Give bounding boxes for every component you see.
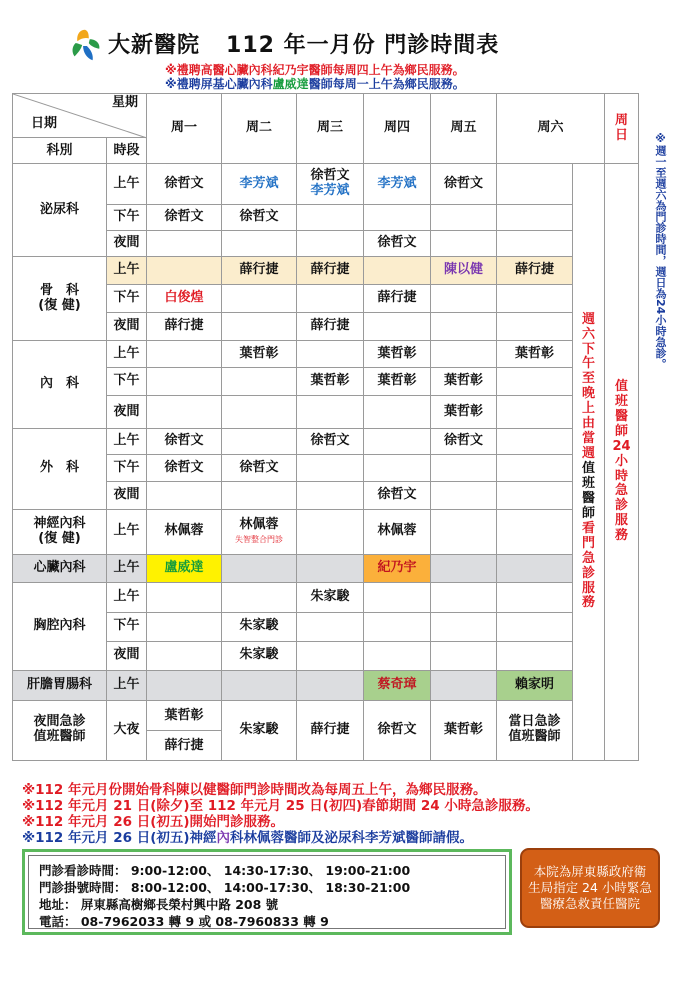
table-header-row bbox=[13, 94, 639, 164]
footer-note-4: ※112 年元月 26 日(初五)神經內科林佩蓉醫師及泌尿科李芳斌醫師請假。 bbox=[22, 830, 474, 846]
table-row: 泌尿科 上午 徐哲文 李芳斌 徐哲文 李芳斌 李芳斌 徐哲文 週 六 下 午 至 晚 上 由 當 週 值 班 醫 師 看 門 急 診 服 務 值 班 醫 師 24 小 時 急 診 服 務 bbox=[13, 164, 639, 205]
saturday-note bbox=[573, 164, 605, 761]
sunday-note-char: 班 bbox=[615, 393, 629, 409]
table-row: 胸腔內科 上午 朱家駿 bbox=[13, 582, 639, 612]
day-wed: 周三 bbox=[297, 94, 364, 164]
saturday-note-char: 診 bbox=[582, 565, 596, 581]
notice-doctor-name: 盧威達 bbox=[272, 77, 309, 91]
table-row: 夜間 朱家駿 bbox=[13, 641, 639, 670]
address: 地址： 屏東縣高樹鄉長榮村興中路 208 號 bbox=[39, 897, 279, 912]
day-sat: 周六 bbox=[497, 94, 605, 164]
saturday-note-char: 急 bbox=[582, 550, 596, 566]
day-fri: 周五 bbox=[431, 94, 497, 164]
dept-chest: 胸腔內科 bbox=[13, 582, 107, 670]
slot-label: 時段 bbox=[113, 143, 140, 159]
weekday-label: 星期 bbox=[111, 95, 138, 110]
saturday-note-char: 務 bbox=[582, 595, 596, 611]
footer-note-3: ※112 年元月 26 日(初五)開始門診服務。 bbox=[22, 814, 285, 830]
saturday-note-char: 午 bbox=[582, 356, 596, 372]
dept-surgery: 外 科 bbox=[13, 429, 107, 509]
notice-blue: ※禮聘屏基心臟內科盧威達醫師每周一上午為鄉民服務。 bbox=[165, 77, 465, 91]
phone: 電話： 08-7962033 轉 9 或 08-7960833 轉 9 bbox=[39, 914, 329, 929]
day-mon: 周一 bbox=[147, 94, 222, 164]
table-row: 肝膽胃腸科 上午 蔡奇璋 賴家明 bbox=[13, 670, 639, 700]
table-row: 夜間 薛行捷 薛行捷 bbox=[13, 313, 639, 341]
sunday-note-char: 小 bbox=[615, 453, 629, 469]
register-hours: 門診掛號時間： 8:00-12:00、 14:00-17:30、 18:30-21:00 bbox=[39, 880, 411, 895]
table-row: 外 科 上午 徐哲文 徐哲文 徐哲文 bbox=[13, 429, 639, 455]
dept-gi: 肝膽胃腸科 bbox=[13, 670, 107, 700]
saturday-note-char: 醫 bbox=[582, 490, 596, 506]
day-thu: 周四 bbox=[364, 94, 431, 164]
hospital-name: 大新醫院 bbox=[108, 33, 201, 58]
saturday-note-char: 由 bbox=[582, 416, 596, 432]
emergency-badge: 本院為屏東縣政府衛生局指定 24 小時緊急醫療急救責任醫院 bbox=[520, 848, 660, 928]
saturday-note-char: 班 bbox=[582, 475, 596, 491]
visit-hours: 門診看診時間： 9:00-12:00、 14:30-17:30、 19:00-21:00 bbox=[39, 863, 411, 878]
date-label: 日期 bbox=[31, 116, 58, 131]
table-row: 骨 科 (復 健) 上午 薛行捷 薛行捷 陳以健 薛行捷 bbox=[13, 257, 639, 285]
sunday-note-char: 時 bbox=[615, 468, 629, 484]
table-row: 夜間 徐哲文 bbox=[13, 482, 639, 509]
table-row: 夜間 葉哲彰 bbox=[13, 396, 639, 429]
sunday-note-char: 醫 bbox=[615, 408, 629, 424]
table-row: 下午 徐哲文 徐哲文 bbox=[13, 205, 639, 231]
schedule-table bbox=[12, 93, 639, 761]
sunday-note-char: 急 bbox=[615, 483, 629, 499]
page-title bbox=[108, 28, 499, 59]
info-box bbox=[22, 849, 512, 935]
sunday-note-char: 務 bbox=[615, 528, 629, 544]
sunday-note-char: 24 bbox=[612, 438, 631, 454]
table-row: 夜間 徐哲文 bbox=[13, 231, 639, 257]
table-row: 下午 徐哲文 徐哲文 bbox=[13, 455, 639, 482]
table-row: 下午 白俊煌 薛行捷 bbox=[13, 285, 639, 313]
saturday-note-char: 值 bbox=[582, 461, 596, 477]
saturday-note-char: 六 bbox=[582, 326, 596, 342]
table-row: 心臟內科 上午 盧威達 紀乃宇 bbox=[13, 554, 639, 582]
notice-red: ※禮聘高醫心臟內科紀乃宇醫師每周四上午為鄉民服務。 bbox=[165, 63, 465, 77]
schedule-title: 112 年一月份 門診時間表 bbox=[226, 33, 500, 58]
saturday-note-char: 晚 bbox=[582, 386, 596, 402]
day-sun: 周日 bbox=[605, 94, 639, 164]
dept-label: 科別 bbox=[13, 138, 107, 163]
table-row: 神經內科 (復 健) 上午 林佩蓉 林佩蓉 失智整合門診 林佩蓉 bbox=[13, 509, 639, 554]
saturday-note-char: 上 bbox=[582, 401, 596, 417]
dept-ortho: 骨 科 (復 健) bbox=[13, 257, 107, 341]
saturday-note-char: 看 bbox=[582, 520, 596, 536]
saturday-note-char: 門 bbox=[582, 535, 596, 551]
footer-note-2: ※112 年元月 21 日(除夕)至 112 年元月 25 日(初四)春節期間 24 小時急診服務。 bbox=[22, 798, 539, 814]
dept-night: 夜間急診 值班醫師 bbox=[13, 700, 107, 760]
saturday-note-char: 週 bbox=[582, 446, 596, 462]
table-row: 內 科 上午 葉哲彰 葉哲彰 葉哲彰 bbox=[13, 341, 639, 368]
saturday-note-char: 下 bbox=[582, 341, 596, 357]
saturday-note-char: 至 bbox=[582, 371, 596, 387]
sunday-duty-note bbox=[605, 164, 639, 761]
day-tue: 周二 bbox=[222, 94, 297, 164]
dept-urology: 泌尿科 bbox=[13, 164, 107, 257]
saturday-note-char: 週 bbox=[582, 311, 596, 327]
hospital-logo-icon bbox=[66, 26, 104, 64]
table-row: 下午 葉哲彰 葉哲彰 葉哲彰 bbox=[13, 368, 639, 396]
side-note: ※週一至週六為門診時間，週日為24小時急診。 bbox=[654, 132, 667, 370]
saturday-note-char: 師 bbox=[582, 505, 596, 521]
footer-note-1: ※112 年元月份開始骨科陳以健醫師門診時間改為每周五上午，為鄉民服務。 bbox=[22, 782, 487, 798]
sunday-note-char: 診 bbox=[615, 498, 629, 514]
saturday-note-char: 服 bbox=[582, 580, 596, 596]
header-corner bbox=[13, 94, 147, 164]
sunday-note-char: 服 bbox=[615, 513, 629, 529]
table-row: 下午 朱家駿 bbox=[13, 612, 639, 641]
table-row: 夜間急診 值班醫師 大夜 葉哲彰 薛行捷 朱家駿 薛行捷 徐哲文 葉哲彰 當日急診 值班醫師 bbox=[13, 700, 639, 760]
saturday-note-char: 當 bbox=[582, 431, 596, 447]
sunday-note-char: 值 bbox=[615, 378, 629, 394]
dept-internal: 內 科 bbox=[13, 341, 107, 429]
dept-cardio: 心臟內科 bbox=[13, 554, 107, 582]
dept-neuro: 神經內科 (復 健) bbox=[13, 509, 107, 554]
sunday-note-char: 師 bbox=[615, 423, 629, 439]
